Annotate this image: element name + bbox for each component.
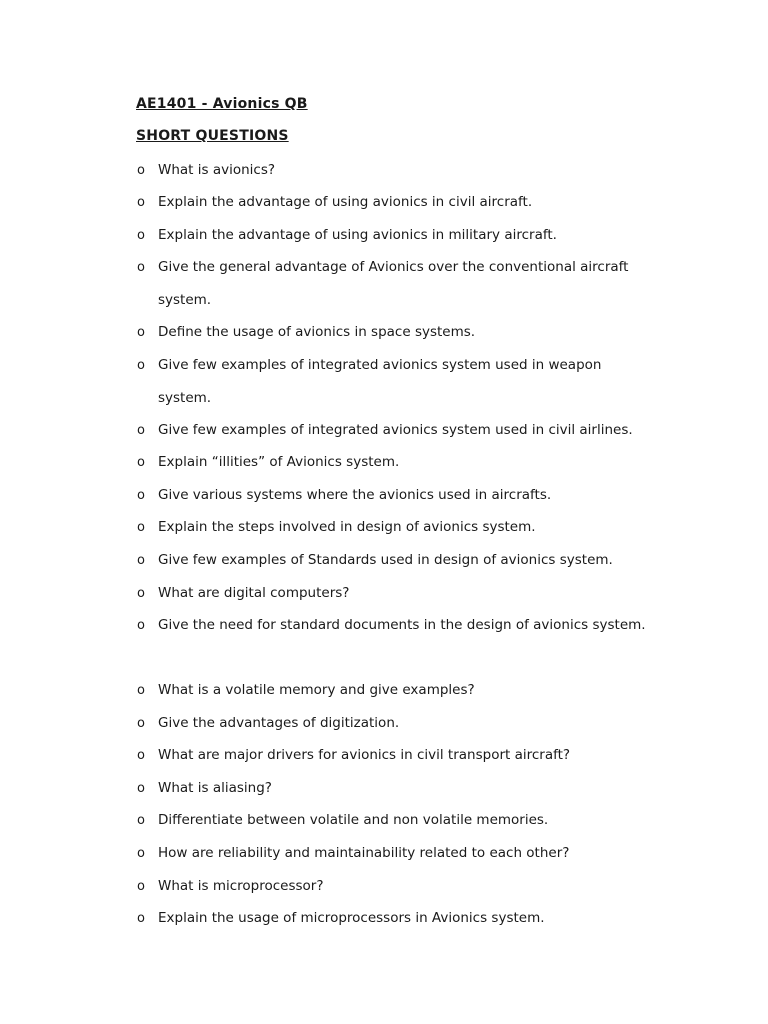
question-text: What are major drivers for avionics in civil transport aircraft? (158, 747, 571, 763)
question-text: What is aliasing? (158, 780, 272, 796)
question-text: Give the need for standard documents in the design of avionics system. (158, 617, 646, 633)
question-text: Explain the advantage of using avionics in civil aircraft. (158, 194, 533, 210)
bullet-icon: o (137, 618, 145, 633)
question-text: Give various systems where the avionics used in aircrafts. (158, 487, 552, 503)
document-title: AE1401 - Avionics QB (136, 96, 308, 112)
question-text: Explain the advantage of using avionics in military aircraft. (158, 227, 557, 243)
bullet-icon: o (137, 358, 145, 373)
question-text: What are digital computers? (158, 585, 350, 601)
question-text: What is avionics? (158, 162, 276, 178)
question-text: How are reliability and maintainability related to each other? (158, 845, 570, 861)
question-text: Explain the steps involved in design of avionics system. (158, 519, 536, 535)
bullet-icon: o (137, 163, 145, 178)
question-text: Define the usage of avionics in space systems. (158, 324, 476, 340)
bullet-icon: o (137, 586, 145, 601)
bullet-icon: o (137, 553, 145, 568)
question-text: Give the general advantage of Avionics over the conventional aircraft system. (158, 259, 629, 308)
question-text: Explain “illities” of Avionics system. (158, 454, 400, 470)
bullet-icon: o (137, 195, 145, 210)
question-text: Differentiate between volatile and non volatile memories. (158, 812, 549, 828)
section-heading: SHORT QUESTIONS (136, 128, 289, 144)
question-text: Give few examples of Standards used in design of avionics system. (158, 552, 613, 568)
question-text: Explain the usage of microprocessors in Avionics system. (158, 910, 545, 926)
bullet-icon: o (137, 228, 145, 243)
bullet-icon: o (137, 423, 145, 438)
question-text: Give few examples of integrated avionics system used in weapon system. (158, 357, 602, 406)
question-text: What is microprocessor? (158, 878, 324, 894)
bullet-icon: o (137, 488, 145, 503)
bullet-icon: o (137, 325, 145, 340)
question-text: Give few examples of integrated avionics system used in civil airlines. (158, 422, 633, 438)
bullet-icon: o (137, 520, 145, 535)
bullet-icon: o (137, 781, 145, 796)
bullet-icon: o (137, 813, 145, 828)
bullet-icon: o (137, 716, 145, 731)
question-text: Give the advantages of digitization. (158, 715, 400, 731)
bullet-icon: o (137, 846, 145, 861)
bullet-icon: o (137, 911, 145, 926)
question-text: What is a volatile memory and give examples? (158, 682, 475, 698)
bullet-icon: o (137, 455, 145, 470)
bullet-icon: o (137, 879, 145, 894)
bullet-icon: o (137, 683, 145, 698)
bullet-icon: o (137, 260, 145, 275)
bullet-icon: o (137, 748, 145, 763)
